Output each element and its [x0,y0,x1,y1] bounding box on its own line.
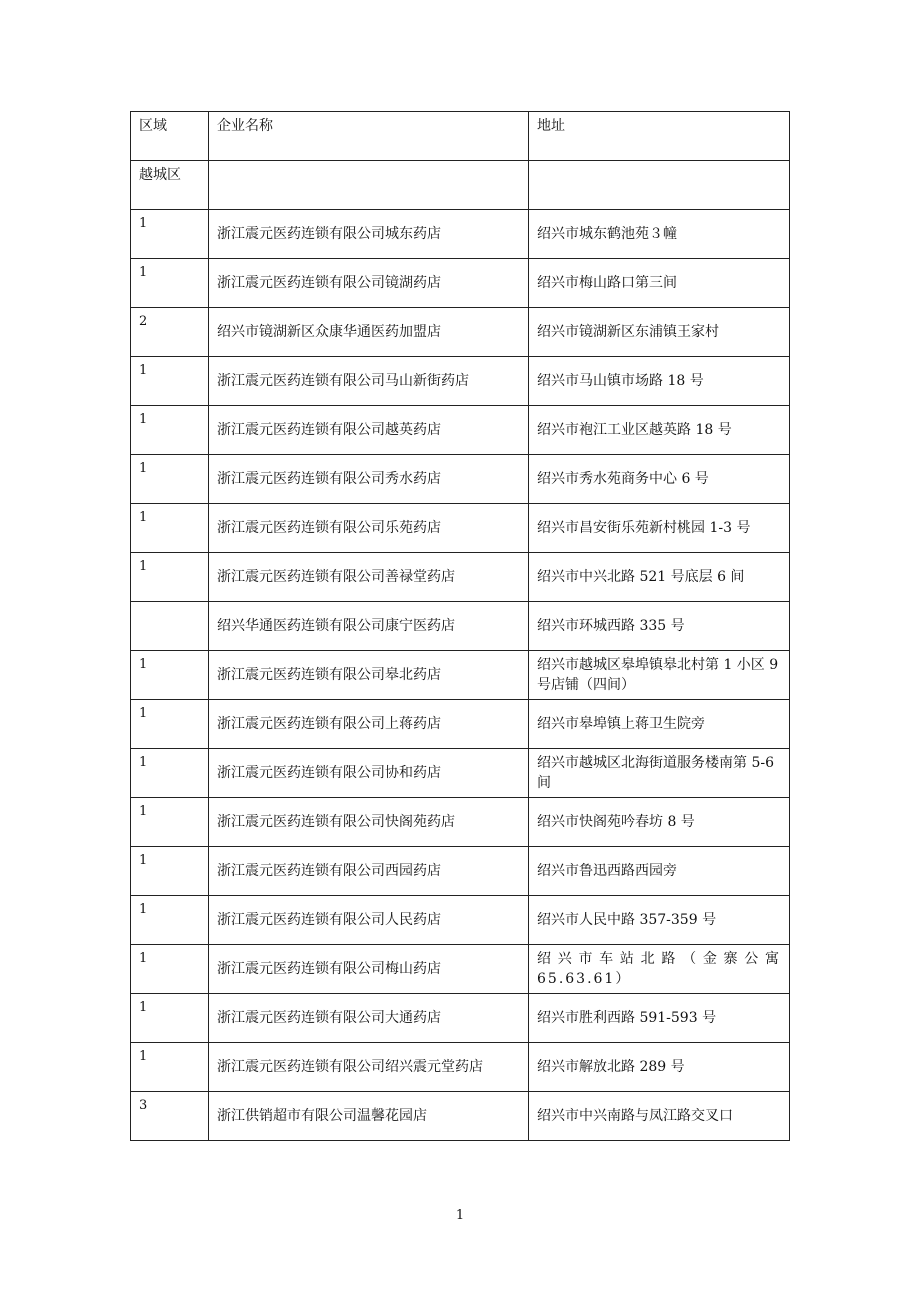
row-number: 1 [131,994,209,1043]
row-number: 1 [131,847,209,896]
row-number: 1 [131,651,209,700]
company-address: 绍兴市越城区皋埠镇皋北村第 1 小区 9 号店铺（四间） [529,651,790,700]
row-number: 3 [131,1092,209,1141]
district-empty-name [209,161,529,210]
company-address: 绍兴市车站北路（金寨公寓 65.63.61） [529,945,790,994]
company-address: 绍兴市马山镇市场路 18 号 [529,357,790,406]
company-address: 绍兴市环城西路 335 号 [529,602,790,651]
table-row [131,602,790,651]
store-table [130,111,790,1141]
row-number: 1 [131,455,209,504]
table-row [131,798,790,847]
table-row [131,210,790,259]
company-name: 浙江震元医药连锁有限公司协和药店 [209,749,529,798]
table-row [131,308,790,357]
company-address: 绍兴市中兴北路 521 号底层 6 间 [529,553,790,602]
company-name: 绍兴华通医药连锁有限公司康宁医药店 [209,602,529,651]
header-region: 区域 [131,112,209,161]
company-name: 浙江震元医药连锁有限公司西园药店 [209,847,529,896]
company-name: 浙江震元医药连锁有限公司镜湖药店 [209,259,529,308]
company-address: 绍兴市快阁苑吟春坊 8 号 [529,798,790,847]
company-address: 绍兴市人民中路 357-359 号 [529,896,790,945]
row-number: 1 [131,896,209,945]
row-number: 1 [131,259,209,308]
row-number: 2 [131,308,209,357]
district-empty-address [529,161,790,210]
company-name: 浙江震元医药连锁有限公司善禄堂药店 [209,553,529,602]
company-name: 绍兴市镜湖新区众康华通医药加盟店 [209,308,529,357]
table-row [131,1092,790,1141]
row-number: 1 [131,357,209,406]
row-number: 1 [131,504,209,553]
table-row [131,406,790,455]
table-row [131,259,790,308]
table-row [131,553,790,602]
district-label: 越城区 [131,161,209,210]
company-name: 浙江震元医药连锁有限公司皋北药店 [209,651,529,700]
district-row [131,161,790,210]
table-row [131,504,790,553]
company-name: 浙江震元医药连锁有限公司大通药店 [209,994,529,1043]
row-number: 1 [131,406,209,455]
company-address: 绍兴市胜利西路 591-593 号 [529,994,790,1043]
table-row [131,357,790,406]
company-name: 浙江震元医药连锁有限公司梅山药店 [209,945,529,994]
row-number [131,602,209,651]
row-number: 1 [131,798,209,847]
company-address: 绍兴市皋埠镇上蒋卫生院旁 [529,700,790,749]
table-row [131,749,790,798]
table-row [131,651,790,700]
company-name: 浙江震元医药连锁有限公司上蒋药店 [209,700,529,749]
company-address: 绍兴市鲁迅西路西园旁 [529,847,790,896]
table-row [131,700,790,749]
company-name: 浙江震元医药连锁有限公司人民药店 [209,896,529,945]
table-row [131,455,790,504]
header-row [131,112,790,161]
company-address: 绍兴市梅山路口第三间 [529,259,790,308]
row-number: 1 [131,1043,209,1092]
row-number: 1 [131,749,209,798]
company-address: 绍兴市城东鹤池苑３幢 [529,210,790,259]
company-name: 浙江震元医药连锁有限公司秀水药店 [209,455,529,504]
company-name: 浙江震元医药连锁有限公司绍兴震元堂药店 [209,1043,529,1092]
company-name: 浙江震元医药连锁有限公司乐苑药店 [209,504,529,553]
company-name: 浙江震元医药连锁有限公司越英药店 [209,406,529,455]
company-address: 绍兴市袍江工业区越英路 18 号 [529,406,790,455]
table-row [131,896,790,945]
row-number: 1 [131,553,209,602]
table-row [131,1043,790,1092]
company-address: 绍兴市越城区北海街道服务楼南第 5-6 间 [529,749,790,798]
company-address: 绍兴市昌安街乐苑新村桃园 1-3 号 [529,504,790,553]
company-address: 绍兴市镜湖新区东浦镇王家村 [529,308,790,357]
company-name: 浙江震元医药连锁有限公司快阁苑药店 [209,798,529,847]
row-number: 1 [131,210,209,259]
company-address: 绍兴市秀水苑商务中心 6 号 [529,455,790,504]
row-number: 1 [131,700,209,749]
header-name: 企业名称 [209,112,529,161]
table-row [131,847,790,896]
row-number: 1 [131,945,209,994]
company-name: 浙江震元医药连锁有限公司城东药店 [209,210,529,259]
page-number: 1 [455,1208,465,1223]
company-name: 浙江震元医药连锁有限公司马山新街药店 [209,357,529,406]
company-address: 绍兴市中兴南路与凤江路交叉口 [529,1092,790,1141]
table-row [131,994,790,1043]
header-address: 地址 [529,112,790,161]
table-row [131,945,790,994]
company-name: 浙江供销超市有限公司温馨花园店 [209,1092,529,1141]
company-address: 绍兴市解放北路 289 号 [529,1043,790,1092]
